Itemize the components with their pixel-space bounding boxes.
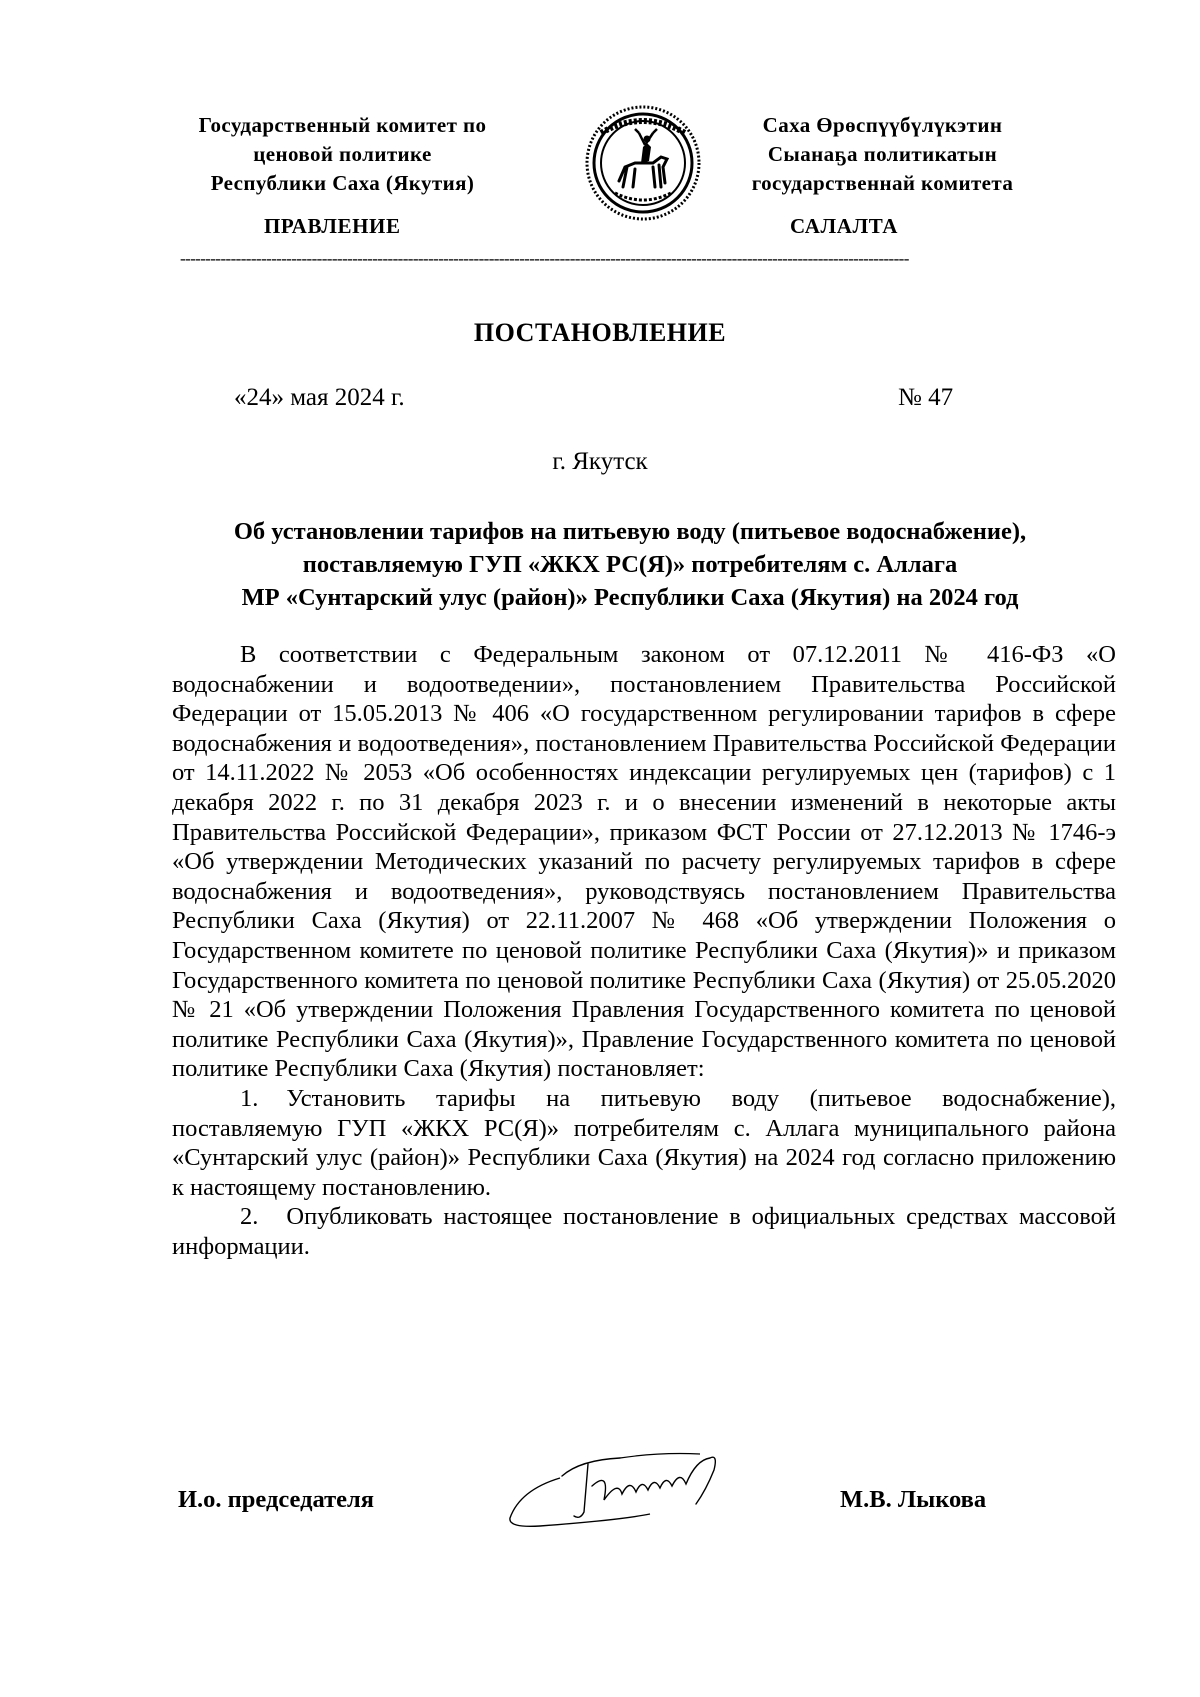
- header-left-line: ценовой политике: [253, 142, 432, 166]
- signatory-name: М.В. Лыкова: [840, 1486, 987, 1513]
- handwritten-signature-icon: [500, 1430, 780, 1540]
- header-left-line: Государственный комитет по: [198, 113, 487, 137]
- item-number: 2.: [240, 1203, 259, 1231]
- list-item: [172, 1084, 1116, 1202]
- header-separator: ------------------------------------------------------------------------------------------------------------------------------------------------: [180, 249, 909, 268]
- item-number: 1.: [240, 1084, 259, 1112]
- header-right-line: Сыанаҕа политикатын: [767, 142, 998, 166]
- subject-line: МР «Сунтарский улус (район)» Республики Саха (Якутия) на 2024 год: [241, 584, 1019, 611]
- document-city: г. Якутск: [552, 448, 648, 475]
- header-right-sub: САЛАЛТА: [790, 214, 899, 238]
- header-right-line: государственнай комитета: [751, 171, 1014, 195]
- header-right-line: Саха Өрөспүүбүлүкэтин: [762, 113, 1003, 137]
- header-left-line: Республики Саха (Якутия): [210, 171, 475, 195]
- document-number: № 47: [898, 384, 954, 411]
- signatory-role: И.о. председателя: [178, 1486, 375, 1513]
- subject-line: Об установлении тарифов на питьевую воду (питьевое водоснабжение),: [233, 518, 1027, 545]
- document-subject: [150, 515, 1110, 614]
- list-item: [172, 1202, 1116, 1261]
- document-date: «24» мая 2024 г.: [234, 384, 405, 411]
- header-left-sub: ПРАВЛЕНИЕ: [264, 214, 401, 238]
- header-left-org: [170, 111, 515, 198]
- subject-line: поставляемую ГУП «ЖКХ РС(Я)» потребителям с. Аллага: [302, 551, 958, 578]
- preamble-paragraph: В соответствии с Федеральным законом от 07.12.2011 № 416-ФЗ «О водоснабжении и водоотведении», постановлением Правительства Российской Федерации от 15.05.2013 № 406 «О государственном регулировании тарифов в сфере водоснабжения и водоотведения», постановлением Правительства Российской Федерации от 14.11.2022 № 2053 «Об особенностях индексации регулируемых цен (тарифов) с 1 декабря 2022 г. по 31 декабря 2023 г. и о внесении изменений в некоторые акты Правительства Российской Федерации», приказом ФСТ России от 27.12.2013 № 1746-э «Об утверждении Методических указаний по расчету регулируемых тарифов в сфере водоснабжения и водоотведения», руководствуясь постановлением Правительства Республики Саха (Якутия) от 22.11.2007 № 468 «Об утверждении Положения о Государственном комитете по ценовой политике Республики Саха (Якутия)» и приказом Государственного комитета по ценовой политике Республики Саха (Якутия) от 25.05.2020 № 21 «Об утверждении Положения Правления Государственного комитета по ценовой политике Республики Саха (Якутия)», Правление Государственного комитета по ценовой политике Республики Саха (Якутия) постановляет:: [172, 641, 1116, 1083]
- document-title: ПОСТАНОВЛЕНИЕ: [473, 318, 727, 347]
- item-text: Установить тарифы на питьевую воду (питьевое водоснабжение), поставляемую ГУП «ЖКХ РС(Я)» потребителям с. Аллага муниципального района «Сунтарский улус (район)» Республики Саха (Якутия) на 2024 год согласно приложению к настоящему постановлению.: [172, 1084, 1116, 1201]
- document-body: [172, 640, 1116, 1261]
- coat-of-arms-icon: [583, 103, 703, 223]
- item-text: Опубликовать настоящее постановление в официальных средствах массовой информации.: [172, 1203, 1116, 1260]
- header-right-org: [710, 111, 1055, 198]
